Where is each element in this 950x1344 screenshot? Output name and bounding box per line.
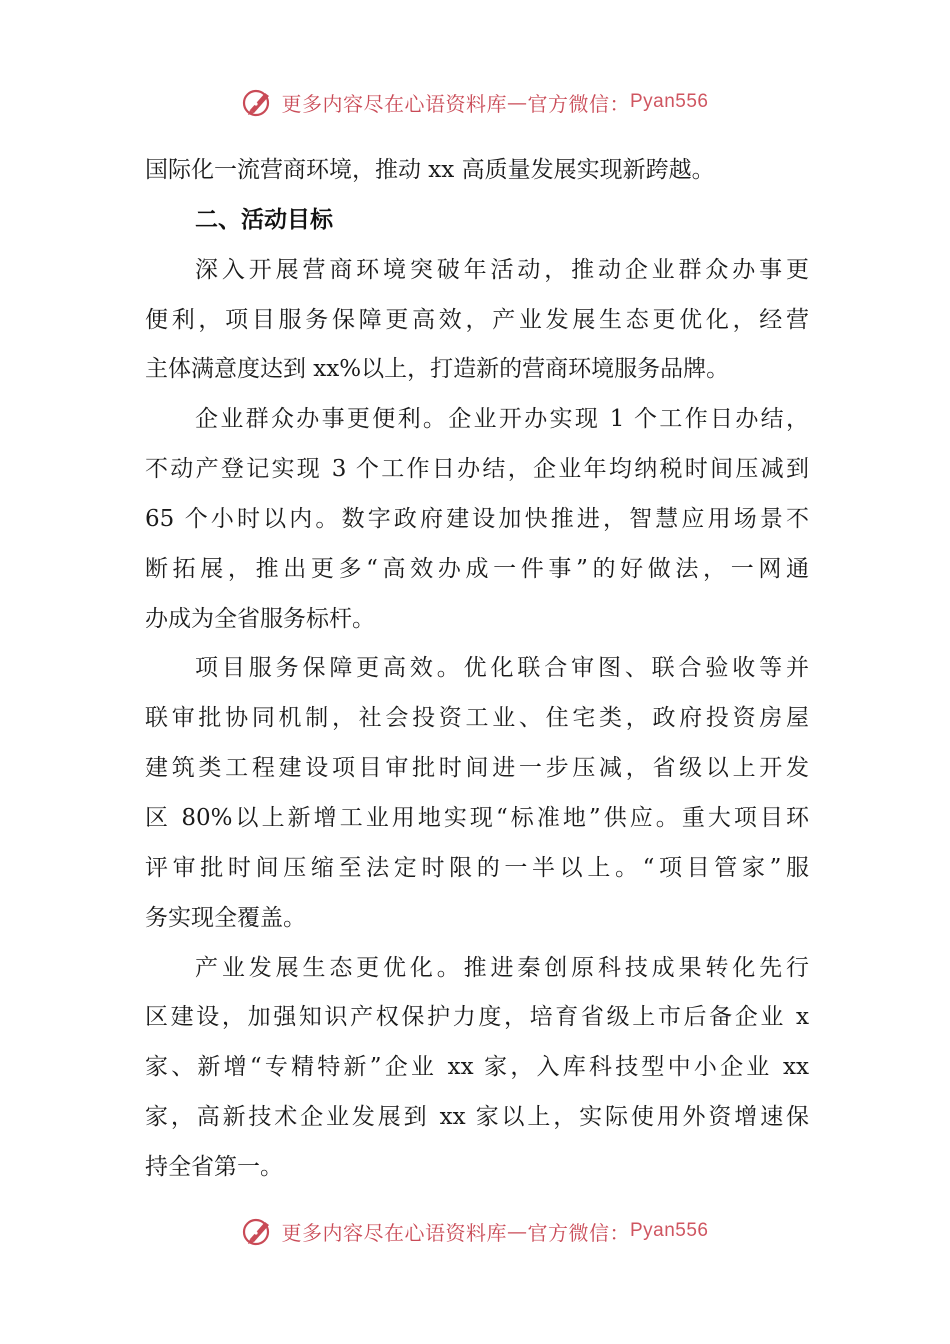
pen-nib-circle-logo-icon <box>241 85 275 119</box>
paragraph-line: 不动产登记实现 3 个工作日办结，企业年均纳税时间压减到 <box>145 456 809 483</box>
paragraph-line: 评审批时间压缩至法定时限的一半以上。“项目管家”服 <box>145 854 809 881</box>
watermark-dash: — <box>506 90 528 114</box>
paragraph-line: 持全省第一。 <box>145 1153 283 1180</box>
paragraph-line: 项目服务保障更高效。优化联合审图、联合验收等并 <box>195 655 809 682</box>
paragraph-line: 联审批协同机制，社会投资工业、住宅类，政府投资房屋 <box>145 705 809 732</box>
paragraph-line: 企业群众办事更便利。企业开办实现 1 个工作日办结， <box>195 406 809 433</box>
watermark-text: 更多内容尽在心语资料库 <box>281 1220 507 1245</box>
watermark-wechat-id: Pyan556 <box>629 1220 709 1241</box>
paragraph-line: 深入开展营商环境突破年活动，推动企业群众办事更 <box>195 256 809 283</box>
paragraph-line: 产业发展生态更优化。推进秦创原科技成果转化先行 <box>195 954 809 981</box>
paragraph-line: 务实现全覆盖。 <box>145 904 306 931</box>
paragraph-line: 办成为全省服务标杆。 <box>145 605 375 632</box>
section-heading: 二、活动目标 <box>195 206 333 233</box>
paragraph-line: 区 80%以上新增工业用地实现“标准地”供应。重大项目环 <box>145 804 809 831</box>
watermark-wechat-label: 官方微信： <box>527 91 630 116</box>
watermark-dash: — <box>506 1219 528 1243</box>
watermark-wechat-id: Pyan556 <box>629 91 709 112</box>
watermark-wechat-label: 官方微信： <box>527 1220 630 1245</box>
paragraph-line: 家、新增“专精特新”企业 xx 家，入库科技型中小企业 xx <box>145 1054 809 1081</box>
paragraph-line: 65 个小时以内。数字政府建设加快推进，智慧应用场景不 <box>145 505 809 532</box>
paragraph-line: 断拓展，推出更多“高效办成一件事”的好做法，一网通 <box>145 555 809 582</box>
document-body <box>145 146 809 1193</box>
watermark-banner-top <box>0 80 950 124</box>
paragraph-line: 主体满意度达到 xx%以上，打造新的营商环境服务品牌。 <box>145 356 730 383</box>
paragraph-line: 国际化一流营商环境，推动 xx 高质量发展实现新跨越。 <box>145 157 715 183</box>
watermark-banner-bottom <box>0 1209 950 1253</box>
pen-nib-circle-logo-icon <box>241 1214 275 1248</box>
watermark-text: 更多内容尽在心语资料库 <box>281 91 507 116</box>
paragraph-line: 区建设，加强知识产权保护力度，培育省级上市后备企业 x <box>145 1004 809 1031</box>
paragraph-line: 家，高新技术企业发展到 xx 家以上，实际使用外资增速保 <box>145 1104 809 1131</box>
paragraph-line: 便利，项目服务保障更高效，产业发展生态更优化，经营 <box>145 306 809 333</box>
paragraph-line: 建筑类工程建设项目审批时间进一步压减，省级以上开发 <box>145 755 809 782</box>
